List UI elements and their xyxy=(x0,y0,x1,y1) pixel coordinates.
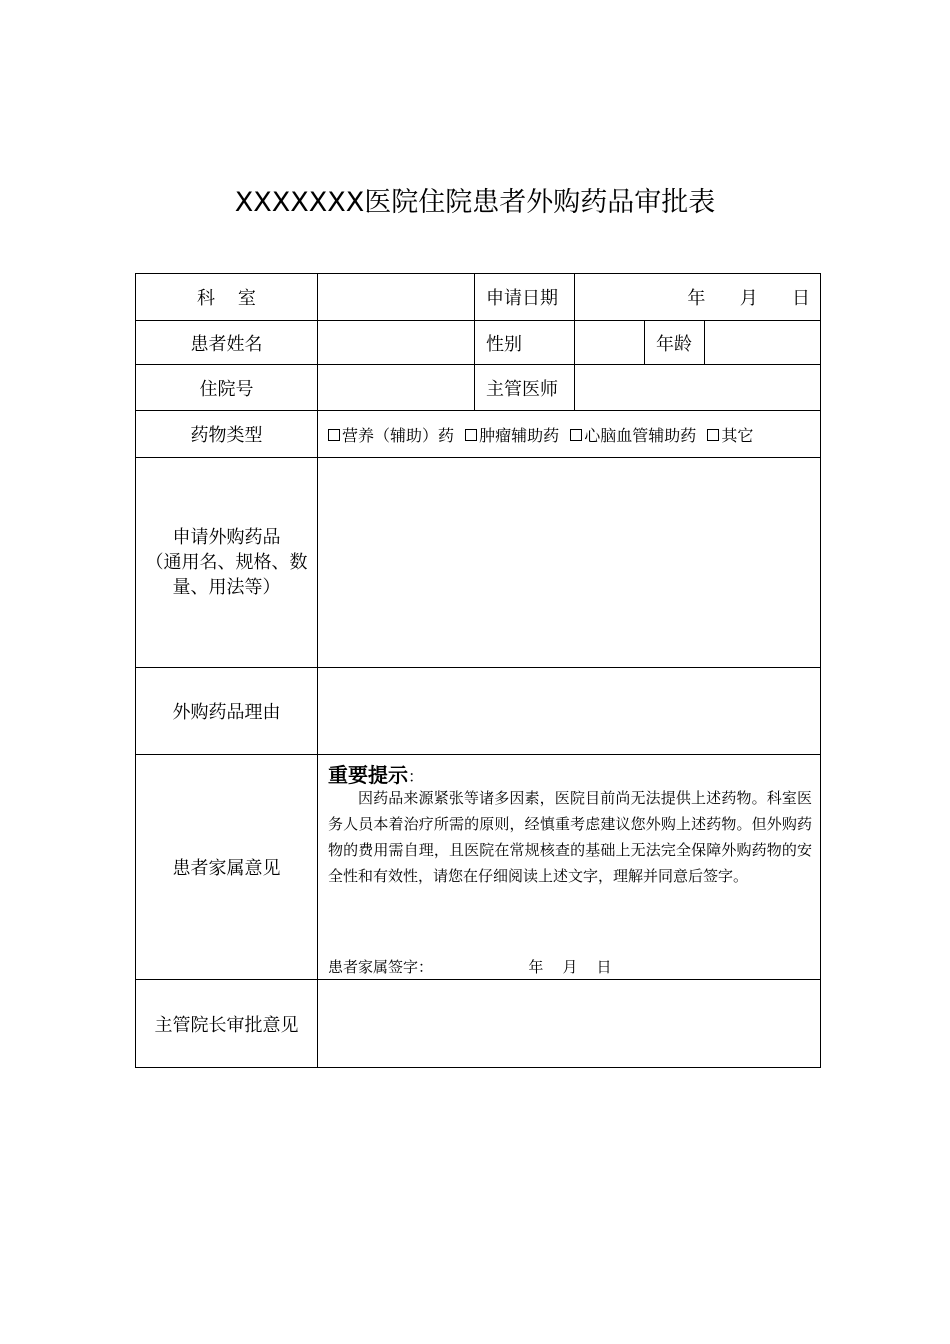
drug-type-option-label: 其它 xyxy=(721,425,754,445)
family-signature-date: 年 月 日 xyxy=(528,958,612,976)
drug-request-field[interactable] xyxy=(318,458,821,668)
checkbox-icon[interactable] xyxy=(570,429,582,441)
drug-type-option-cardio[interactable] xyxy=(570,426,696,445)
notice-body: 因药品来源紧张等诸多因素，医院目前尚无法提供上述药物。科室医务人员本着治疗所需的原则，经慎重考虑建议您外购上述药物。但外购药物的费用需自理，且医院在常规核查的基础上无法完全保障外购药物的安全性和有效性，请您在仔细阅读上述文字，理解并同意后签字。 xyxy=(328,789,813,885)
checkbox-icon[interactable] xyxy=(707,429,719,441)
row-drug-type xyxy=(136,411,821,458)
director-approval-field[interactable] xyxy=(318,980,821,1068)
reason-field[interactable] xyxy=(318,668,821,755)
family-signature-line[interactable] xyxy=(328,956,612,977)
gender-label: 性别 xyxy=(475,321,575,365)
drug-request-label-line: 量、用法等） xyxy=(172,577,281,598)
drug-request-label xyxy=(136,458,318,668)
drug-type-option-other[interactable] xyxy=(707,426,753,445)
drug-type-option-label: 心脑血管辅助药 xyxy=(584,425,697,445)
reason-label: 外购药品理由 xyxy=(136,668,318,755)
apply-date-label: 申请日期 xyxy=(475,274,575,321)
row-admission xyxy=(136,365,821,411)
notice-cell xyxy=(318,755,821,980)
notice-heading-text: 重要提示 xyxy=(328,763,408,787)
patient-name-label: 患者姓名 xyxy=(136,321,318,365)
department-label: 科 室 xyxy=(136,274,318,321)
row-family-opinion xyxy=(136,755,821,980)
director-approval-label: 主管院长审批意见 xyxy=(136,980,318,1068)
row-director xyxy=(136,980,821,1068)
drug-request-label-line: （通用名、规格、数 xyxy=(145,552,308,573)
row-drug-request xyxy=(136,458,821,668)
department-field[interactable] xyxy=(318,274,475,321)
admission-number-field[interactable] xyxy=(318,365,475,411)
admission-number-label: 住院号 xyxy=(136,365,318,411)
family-signature-label: 患者家属签字： xyxy=(328,958,434,976)
family-opinion-label: 患者家属意见 xyxy=(136,755,318,980)
row-department xyxy=(136,274,821,321)
patient-name-field[interactable] xyxy=(318,321,475,365)
drug-type-options xyxy=(318,411,821,458)
approval-form-table xyxy=(135,273,821,1068)
row-reason xyxy=(136,668,821,755)
apply-date-field[interactable]: 年 月 日 xyxy=(575,274,821,321)
row-patient-name xyxy=(136,321,821,365)
drug-request-label-line: 申请外购药品 xyxy=(172,527,281,548)
drug-type-option-nutrition[interactable] xyxy=(328,426,454,445)
checkbox-icon[interactable] xyxy=(465,429,477,441)
doctor-label: 主管医师 xyxy=(475,365,575,411)
drug-type-option-label: 肿瘤辅助药 xyxy=(479,425,560,445)
age-label: 年龄 xyxy=(645,321,705,365)
doctor-field[interactable] xyxy=(575,365,821,411)
notice-heading-colon: ： xyxy=(408,767,425,786)
form-title: XXXXXXX医院住院患者外购药品审批表 xyxy=(234,187,716,218)
notice-heading xyxy=(328,759,424,788)
gender-field[interactable] xyxy=(575,321,645,365)
drug-type-option-label: 营养（辅助）药 xyxy=(342,425,455,445)
drug-type-option-tumor[interactable] xyxy=(465,426,559,445)
checkbox-icon[interactable] xyxy=(328,429,340,441)
age-field[interactable] xyxy=(705,321,821,365)
drug-type-label: 药物类型 xyxy=(136,411,318,458)
